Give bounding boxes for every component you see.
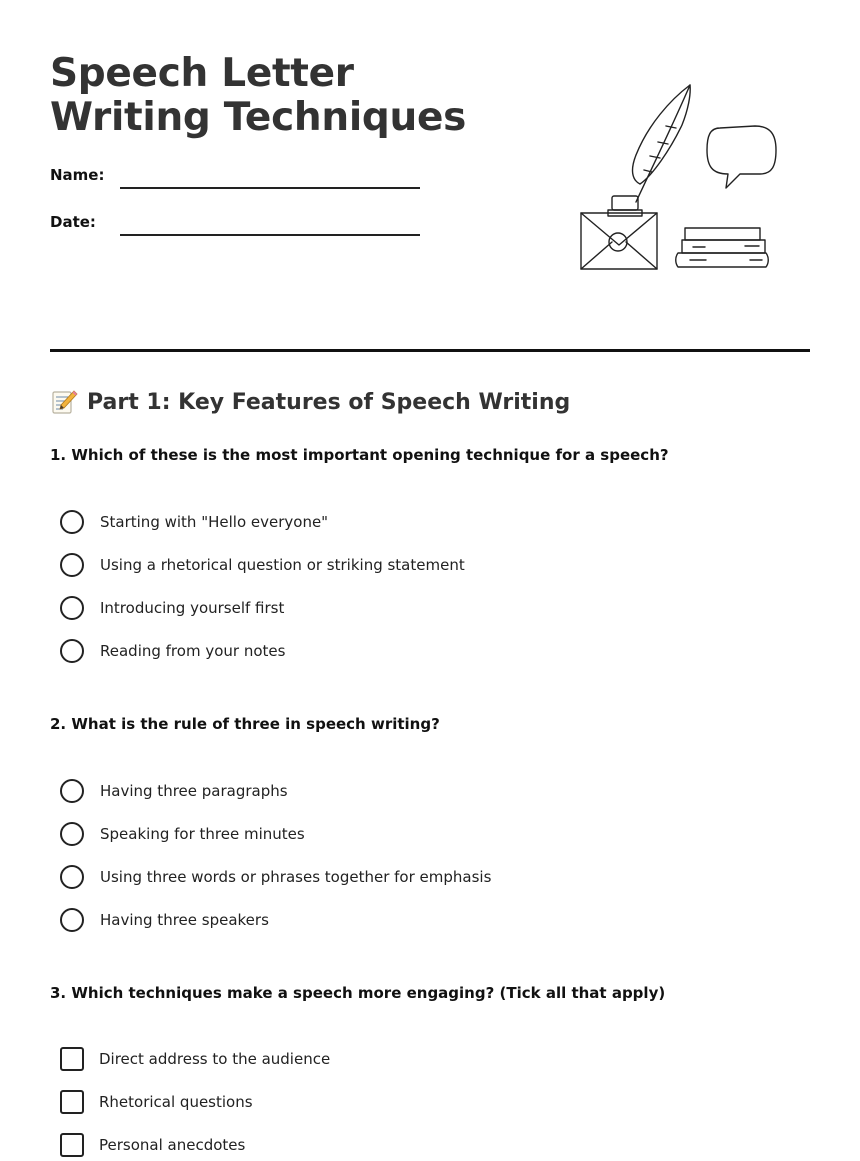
q2-option-3[interactable] bbox=[60, 865, 491, 889]
checkbox[interactable] bbox=[60, 1047, 84, 1071]
option-label: Speaking for three minutes bbox=[100, 825, 305, 843]
q2-option-1[interactable] bbox=[60, 779, 288, 803]
option-label: Introducing yourself first bbox=[100, 599, 285, 617]
q3-option-2[interactable] bbox=[60, 1090, 253, 1114]
radio-button[interactable] bbox=[60, 779, 84, 803]
radio-button[interactable] bbox=[60, 822, 84, 846]
question-3: 3. Which techniques make a speech more engaging? (Tick all that apply) bbox=[50, 984, 666, 1002]
question-2: 2. What is the rule of three in speech writing? bbox=[50, 715, 440, 733]
writing-illustration bbox=[570, 80, 785, 290]
option-label: Personal anecdotes bbox=[99, 1136, 246, 1154]
q3-option-3[interactable] bbox=[60, 1133, 245, 1157]
q2-option-2[interactable] bbox=[60, 822, 305, 846]
option-label: Direct address to the audience bbox=[99, 1050, 331, 1068]
option-label: Using a rhetorical question or striking statement bbox=[100, 556, 465, 574]
checkbox[interactable] bbox=[60, 1133, 84, 1157]
radio-button[interactable] bbox=[60, 908, 84, 932]
q1-option-1[interactable] bbox=[60, 510, 328, 534]
radio-button[interactable] bbox=[60, 510, 84, 534]
option-label: Using three words or phrases together for emphasis bbox=[100, 868, 492, 886]
quill-icon bbox=[633, 85, 691, 202]
q1-option-2[interactable] bbox=[60, 553, 465, 577]
memo-icon bbox=[50, 388, 78, 416]
books-icon bbox=[676, 228, 769, 267]
option-label: Starting with "Hello everyone" bbox=[100, 513, 329, 531]
option-label: Rhetorical questions bbox=[99, 1093, 253, 1111]
question-1: 1. Which of these is the most important opening technique for a speech? bbox=[50, 446, 669, 464]
part1-heading bbox=[50, 388, 570, 416]
page-title: Speech Letter Writing Techniques bbox=[50, 51, 467, 140]
name-label: Name: bbox=[50, 166, 105, 184]
q1-option-4[interactable] bbox=[60, 639, 285, 663]
section-divider bbox=[50, 349, 810, 352]
part1-heading-text: Part 1: Key Features of Speech Writing bbox=[87, 389, 571, 415]
q2-option-4[interactable] bbox=[60, 908, 269, 932]
q3-option-1[interactable] bbox=[60, 1047, 330, 1071]
option-label: Having three paragraphs bbox=[100, 782, 288, 800]
radio-button[interactable] bbox=[60, 596, 84, 620]
option-label: Having three speakers bbox=[100, 911, 269, 929]
option-label: Reading from your notes bbox=[100, 642, 286, 660]
date-field[interactable] bbox=[120, 234, 420, 236]
speech-bubble-icon bbox=[707, 126, 776, 188]
q1-option-3[interactable] bbox=[60, 596, 284, 620]
name-field[interactable] bbox=[120, 187, 420, 189]
radio-button[interactable] bbox=[60, 553, 84, 577]
radio-button[interactable] bbox=[60, 639, 84, 663]
checkbox[interactable] bbox=[60, 1090, 84, 1114]
radio-button[interactable] bbox=[60, 865, 84, 889]
envelope-icon bbox=[581, 213, 657, 269]
date-label: Date: bbox=[50, 213, 96, 231]
